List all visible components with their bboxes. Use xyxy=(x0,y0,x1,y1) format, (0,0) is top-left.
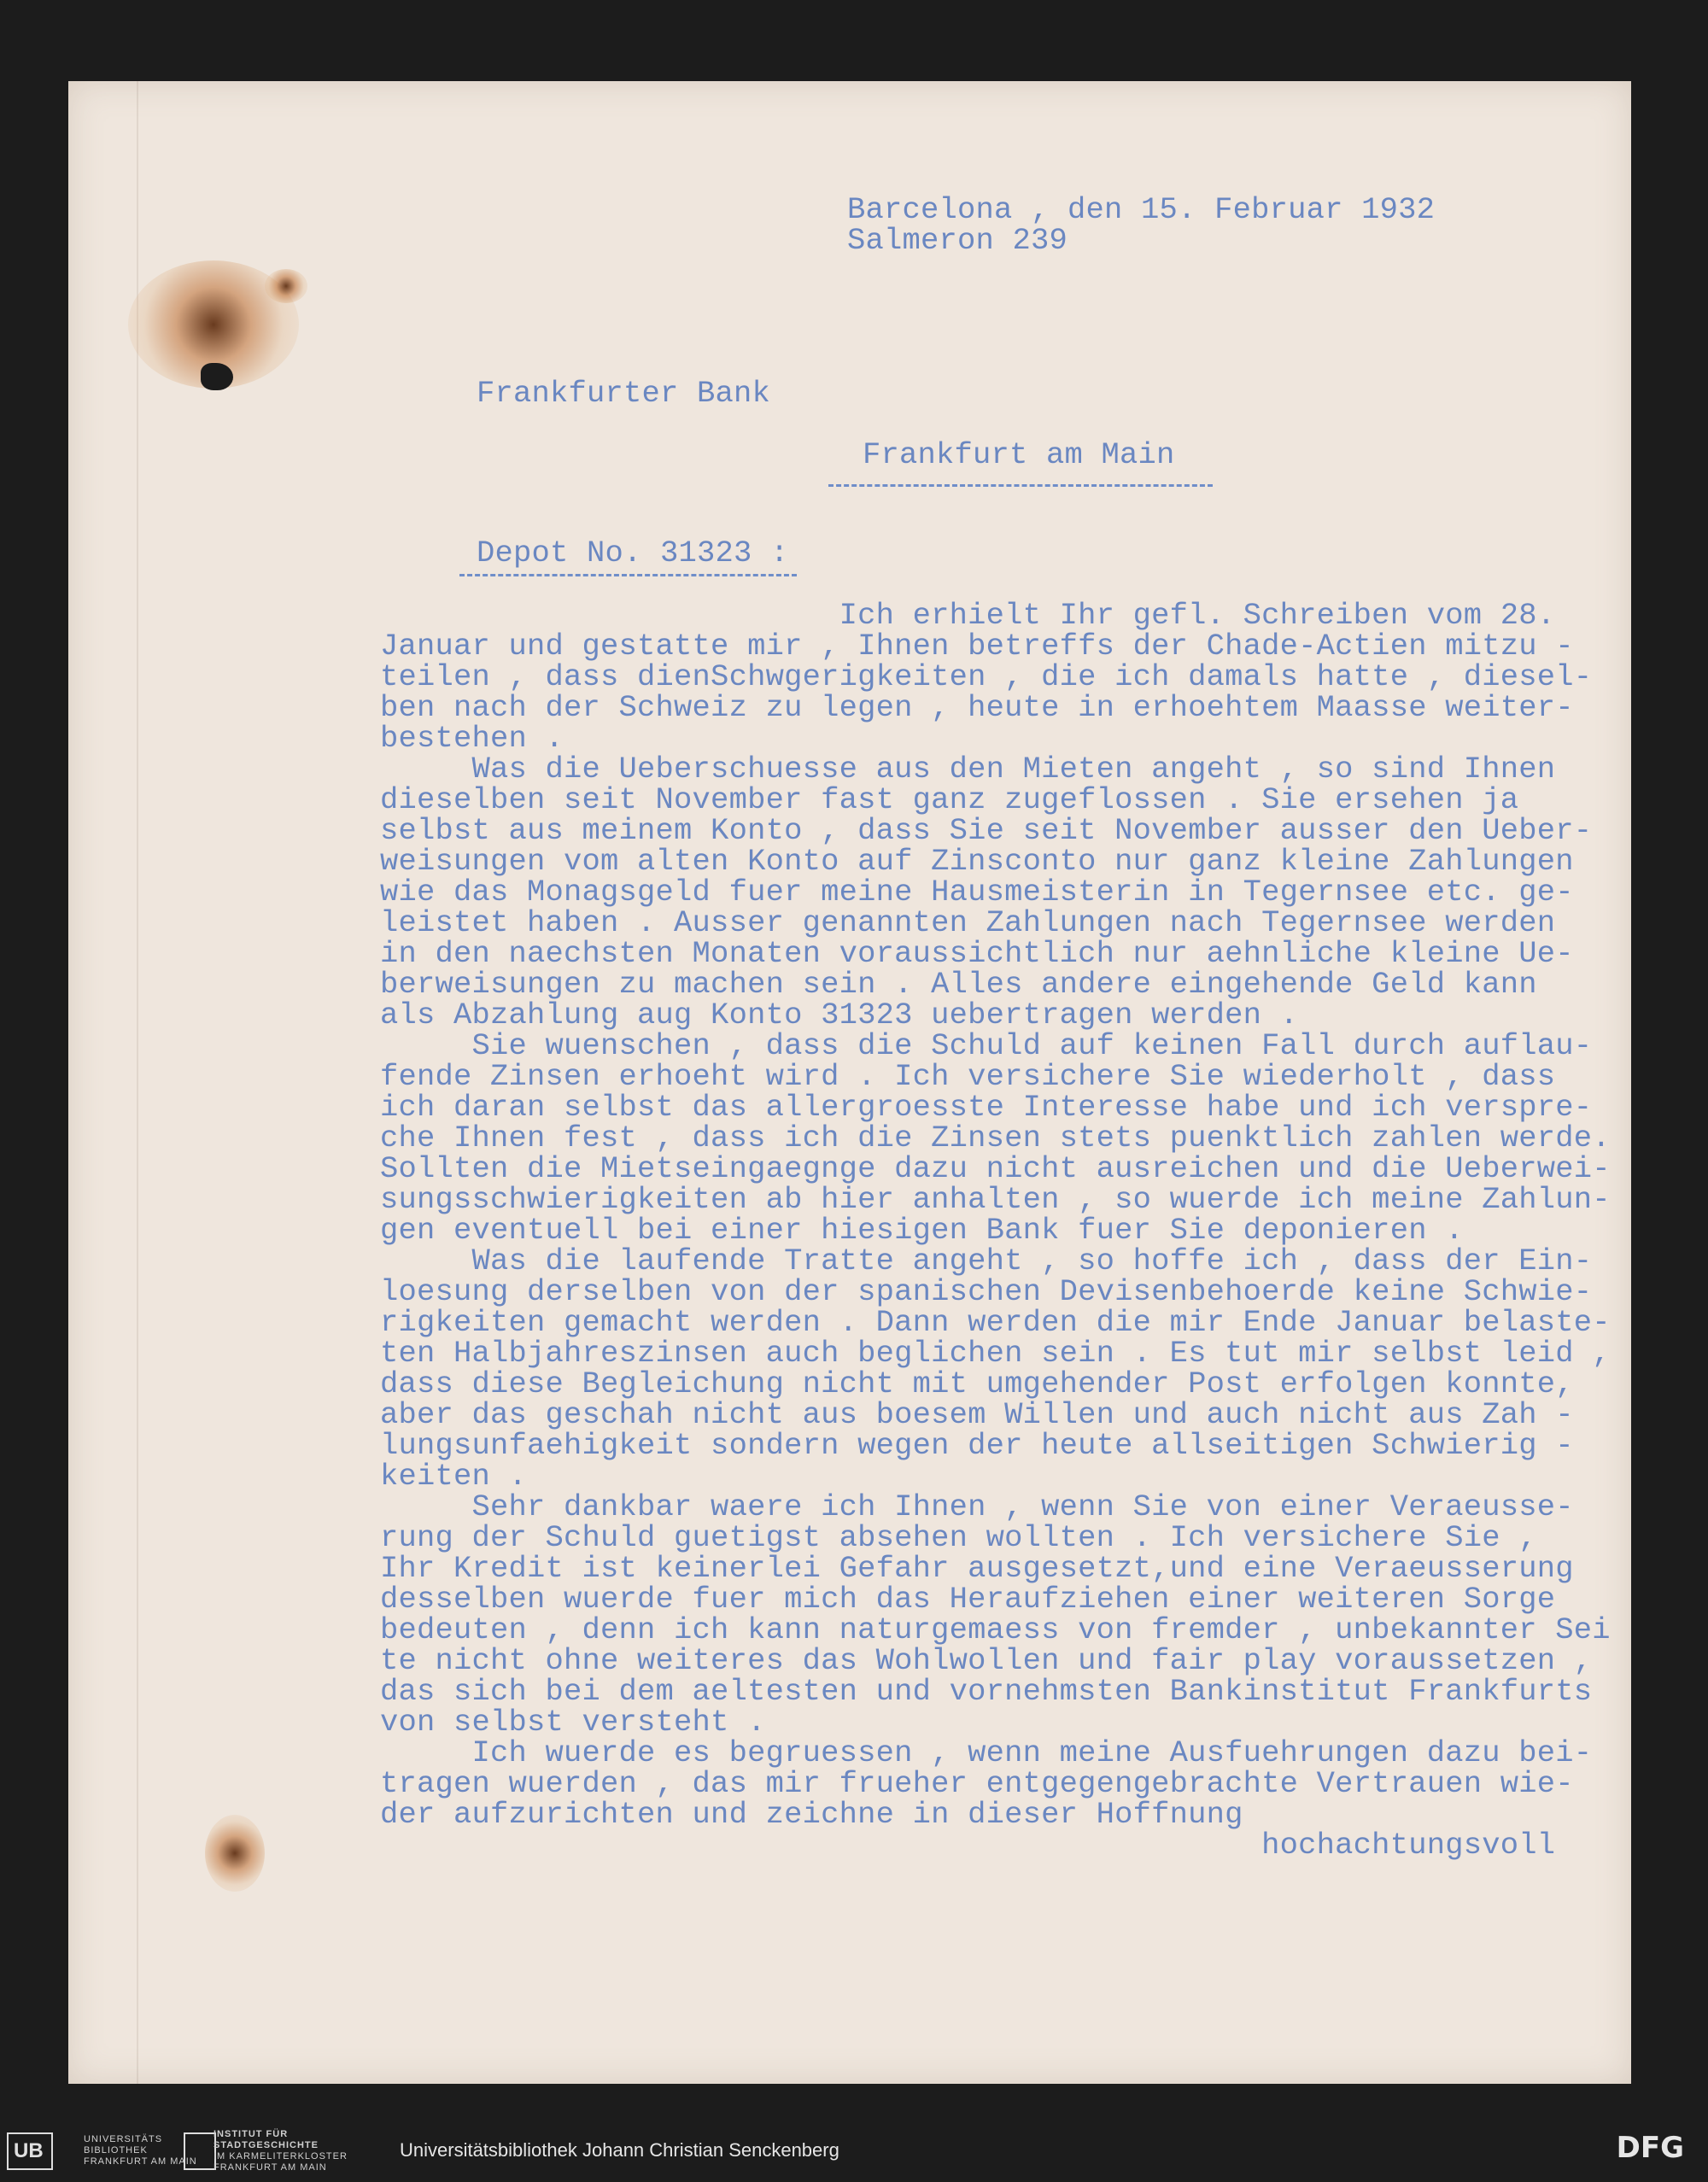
isg-text xyxy=(214,2129,348,2173)
body-line: in den naechsten Monaten voraussichtlich nur aehnliche kleine Ue- xyxy=(380,936,1574,971)
body-line: Was die laufende Tratte angeht , so hoffe ich , dass der Ein- xyxy=(380,1243,1593,1278)
body-line: che Ihnen fest , dass ich die Zinsen stets puenktlich zahlen werde. xyxy=(380,1120,1611,1155)
body-line: Ich erhielt Ihr gefl. Schreiben vom 28. xyxy=(380,598,1556,633)
recipient-city: Frankfurt am Main xyxy=(863,437,1175,472)
body-line: desselben wuerde fuer mich das Heraufziehen einer weiteren Sorge xyxy=(380,1582,1556,1617)
body-line: ich daran selbst das allergroesste Interesse habe und ich verspre- xyxy=(380,1090,1593,1125)
body-line: von selbst versteht . xyxy=(380,1705,766,1740)
body-line: bedeuten , denn ich kann naturgemaess von fremder , unbekannter Sei xyxy=(380,1612,1611,1647)
date-line: Barcelona , den 15. Februar 1932 xyxy=(847,192,1436,227)
body-line: ten Halbjahreszinsen auch beglichen sein . Es tut mir selbst leid , xyxy=(380,1336,1611,1371)
ub-logo: UB xyxy=(7,2132,53,2170)
address-line: Salmeron 239 xyxy=(847,223,1068,258)
body-line: hochachtungsvoll xyxy=(380,1828,1556,1863)
isg-text-line-1: INSTITUT FÜR xyxy=(214,2129,289,2139)
isg-logo xyxy=(184,2132,216,2170)
dfg-logo: DFG xyxy=(1616,2131,1684,2165)
footer-bar xyxy=(0,2115,1708,2182)
body-line: te nicht ohne weiteres das Wohlwollen und fair play voraussetzen , xyxy=(380,1643,1593,1678)
ub-text-line-1: UNIVERSITÄTS xyxy=(84,2134,163,2144)
letter-sheet xyxy=(68,81,1631,2084)
body-line: der aufzurichten und zeichne in dieser Hoffnung xyxy=(380,1797,1243,1832)
body-line: dieselben seit November fast ganz zugeflossen . Sie ersehen ja xyxy=(380,782,1519,817)
body-line: dass diese Begleichung nicht mit umgehender Post erfolgen konnte, xyxy=(380,1366,1574,1401)
burn-hole xyxy=(201,363,233,390)
body-line: wie das Monagsgeld fuer meine Hausmeisterin in Tegernsee etc. ge- xyxy=(380,875,1574,910)
letter-body xyxy=(380,559,1644,1926)
body-line: aber das geschah nicht aus boesem Willen und auch nicht aus Zah - xyxy=(380,1397,1574,1432)
body-line: tragen wuerden , das mir frueher entgegengebrachte Vertrauen wie- xyxy=(380,1766,1574,1801)
body-line: als Abzahlung aug Konto 31323 uebertragen werden . xyxy=(380,997,1299,1033)
burn-mark-bottom xyxy=(205,1815,265,1892)
body-line: Sollten die Mietseingaegnge dazu nicht ausreichen und die Ueberwei- xyxy=(380,1151,1611,1186)
body-line: berweisungen zu machen sein . Alles andere eingehende Geld kann xyxy=(380,967,1537,1002)
body-line: loesung derselben von der spanischen Devisenbehoerde keine Schwie- xyxy=(380,1274,1593,1309)
isg-text-line-2: STADTGESCHICHTE xyxy=(214,2140,319,2150)
body-line: rung der Schuld guetigst absehen wollten . Ich versichere Sie , xyxy=(380,1520,1537,1555)
city-underline xyxy=(828,484,1213,487)
body-line: Januar und gestatte mir , Ihnen betreffs der Chade-Actien mitzu - xyxy=(380,629,1574,664)
isg-text-line-3: IM KARMELITERKLOSTER xyxy=(214,2151,348,2162)
body-line: ben nach der Schweiz zu legen , heute in erhoehtem Maasse weiter- xyxy=(380,690,1574,725)
body-line: selbst aus meinem Konto , dass Sie seit November ausser den Ueber- xyxy=(380,813,1593,848)
isg-text-line-4: FRANKFURT AM MAIN xyxy=(214,2162,327,2173)
body-line: Was die Ueberschuesse aus den Mieten angeht , so sind Ihnen xyxy=(380,752,1556,787)
ub-text-line-2: BIBLIOTHEK xyxy=(84,2145,148,2156)
body-line: rigkeiten gemacht werden . Dann werden die mir Ende Januar belaste- xyxy=(380,1305,1611,1340)
body-line: teilen , dass dienSchwgerigkeiten , die ich damals hatte , diesel- xyxy=(380,659,1593,694)
body-line: Sie wuenschen , dass die Schuld auf keinen Fall durch auflau- xyxy=(380,1028,1593,1063)
body-line: Sehr dankbar waere ich Ihnen , wenn Sie von einer Veraeusse- xyxy=(380,1489,1574,1524)
body-line: das sich bei dem aeltesten und vornehmsten Bankinstitut Frankfurts xyxy=(380,1674,1593,1709)
body-line: bestehen . xyxy=(380,721,564,756)
recipient-name: Frankfurter Bank xyxy=(477,376,771,411)
body-line: lungsunfaehigkeit sondern wegen der heute allseitigen Schwierig - xyxy=(380,1428,1574,1463)
ub-text xyxy=(84,2134,197,2167)
body-line: fende Zinsen erhoeht wird . Ich versichere Sie wiederholt , dass xyxy=(380,1059,1556,1094)
body-line: gen eventuell bei einer hiesigen Bank fuer Sie deponieren . xyxy=(380,1213,1464,1248)
paper-fold-shadow xyxy=(137,81,138,2084)
body-line: keiten . xyxy=(380,1459,528,1494)
body-line: Ich wuerde es begruessen , wenn meine Ausfuehrungen dazu bei- xyxy=(380,1735,1593,1770)
ub-text-line-3: FRANKFURT AM MAIN xyxy=(84,2156,197,2167)
body-line: weisungen vom alten Konto auf Zinsconto nur ganz kleine Zahlungen xyxy=(380,844,1574,879)
body-line: sungsschwierigkeiten ab hier anhalten , so wuerde ich meine Zahlun- xyxy=(380,1182,1611,1217)
body-line: leistet haben . Ausser genannten Zahlungen nach Tegernsee werden xyxy=(380,905,1556,940)
burn-mark-top-right xyxy=(265,269,307,303)
library-name: Universitätsbibliothek Johann Christian Senckenberg xyxy=(400,2139,839,2161)
depot-number: Depot No. 31323 : xyxy=(477,535,789,570)
body-line: Ihr Kredit ist keinerlei Gefahr ausgesetzt,und eine Veraeusserung xyxy=(380,1551,1574,1586)
